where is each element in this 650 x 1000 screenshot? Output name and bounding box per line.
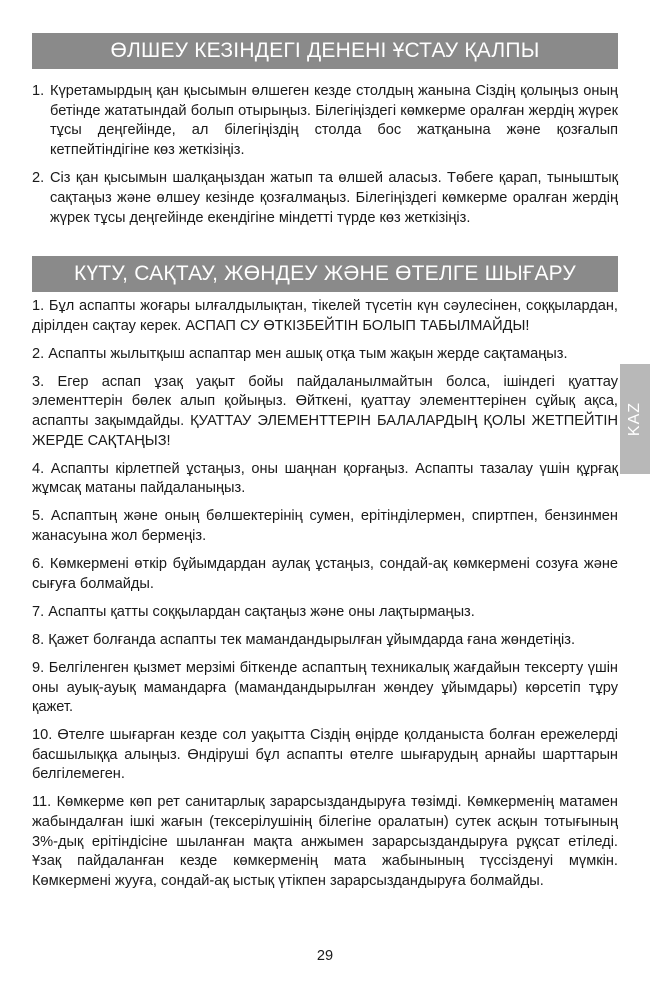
paragraph: 2. Аспапты жылытқыш аспаптар мен ашық отқа тым жақын жерде сақтамаңыз. <box>32 345 568 362</box>
care-storage-list <box>32 297 618 900</box>
paragraph: 8. Қажет болғанда аспапты тек мамандандырылған ұйымдарда ғана жөндетіңіз. <box>32 631 575 648</box>
list-item-text: Күретамырдың қан қысымын өлшеген кезде столдың жанына Сіздің қолыңыз оның бетінде жататындай болып отырыңыз. Білегіңіздегі көмкерме оралған жердің жүрек тұсы деңгейінде, ал білегіңіздің столда бос жатқанына және қозғалып кетпейтіндігіне көз жеткізіңіз. <box>50 83 618 158</box>
paragraph: 5. Аспаптың және оның бөлшектерінің сумен, ерітінділермен, спиртпен, бензинмен жанасуына жол бермеңіз. <box>32 508 618 544</box>
list-item <box>32 169 618 228</box>
list-item-number: 2. <box>32 170 45 187</box>
paragraph: 3. Егер аспап ұзақ уақыт бойы пайдаланылмайтын болса, ішіндегі қуаттау элементтерін бөлек алып қойыңыз. Өйткені, қуаттау элементтерінен сұйық ақса, аспапты зақымдайды. ҚУАТТАУ ЭЛЕМЕНТТЕРІН БАЛАЛАРДЫҢ ҚОЛЫ ЖЕТПЕЙТІН ЖЕРДЕ САҚТАҢЫЗ! <box>32 373 618 449</box>
paragraph: 6. Көмкермені өткір бұйымдардан аулақ ұстаңыз, сондай-ақ көмкермені созуға және сығуға болмайды. <box>32 556 618 592</box>
language-tab-label: KAZ <box>626 401 643 437</box>
list-item-number: 1. <box>32 83 45 99</box>
paragraph: 11. Көмкерме көп рет санитарлық зарарсыздандыруға төзімді. Көмкерменің матамен жабындалған ішкі жағын (тексерілушінің білегіне оралатын) сутек асқын тотығының 3%-дық ерітіндісіне шыланған мақта анжымен зарарсыздандыруға рұқсат етіледі. Ұзақ пайдаланған кезде көмкерменің мата жабынының түссізденуі мүмкін. Көмкермені жууға, сондай-ақ ыстық үтікпен зарарсыздандыруға болмайды. <box>32 794 618 889</box>
paragraph: 9. Белгіленген қызмет мерзімі біткенде аспаптың техникалық жағдайын тексерту үшін оны ауық-ауық мамандарға (мамандандырылған жөндеу ұйымдары) көрсетіп тұру қажет. <box>32 659 618 716</box>
paragraph: 4. Аспапты кірлетпей ұстаңыз, оны шаңнан қорғаңыз. Аспапты тазалау үшін құрғақ жұмсақ матаны пайдаланыңыз. <box>32 460 618 497</box>
section-heading-measurement-posture: ӨЛШЕУ КЕЗІНДЕГІ ДЕНЕНІ ҰСТАУ ҚАЛПЫ <box>32 33 618 69</box>
paragraph: 10. Өтелге шығарған кезде сол уақытта Сіздің өңірде қолданыста болған ережелерді басшылыққа алыңыз. Өндіруші бұл аспапты өтелге шығарудың арнайы шарттарын белгілемеген. <box>32 727 618 783</box>
section-heading-care-storage: КҮТУ, САҚТАУ, ЖӨНДЕУ ЖӘНЕ ӨТЕЛГЕ ШЫҒАРУ <box>32 256 618 292</box>
paragraph: 1. Бұл аспапты жоғары ылғалдылықтан, тікелей түсетін күн сәулесінен, соққылардан, дірілден сақтау керек. АСПАП СУ ӨТКІЗБЕЙТІН БОЛЫП ТАБЫЛМАЙДЫ! <box>32 298 618 334</box>
page-number: 29 <box>316 948 334 964</box>
paragraph: 7. Аспапты қатты соққылардан сақтаңыз және оны лақтырмаңыз. <box>32 603 475 620</box>
measurement-posture-list <box>32 82 618 237</box>
list-item-text: Сіз қан қысымын шалқаңыздан жатып та өлшей аласыз. Төбеге қарап, тыныштық сақтаңыз және өлшеу кезінде қозғалмаңыз. Білегіңіздегі көмкерме оралған жердің жүрек тұсы деңгейінде екендігіне міндетті түрде көз жеткізіңіз. <box>50 170 618 226</box>
list-item <box>32 82 618 160</box>
